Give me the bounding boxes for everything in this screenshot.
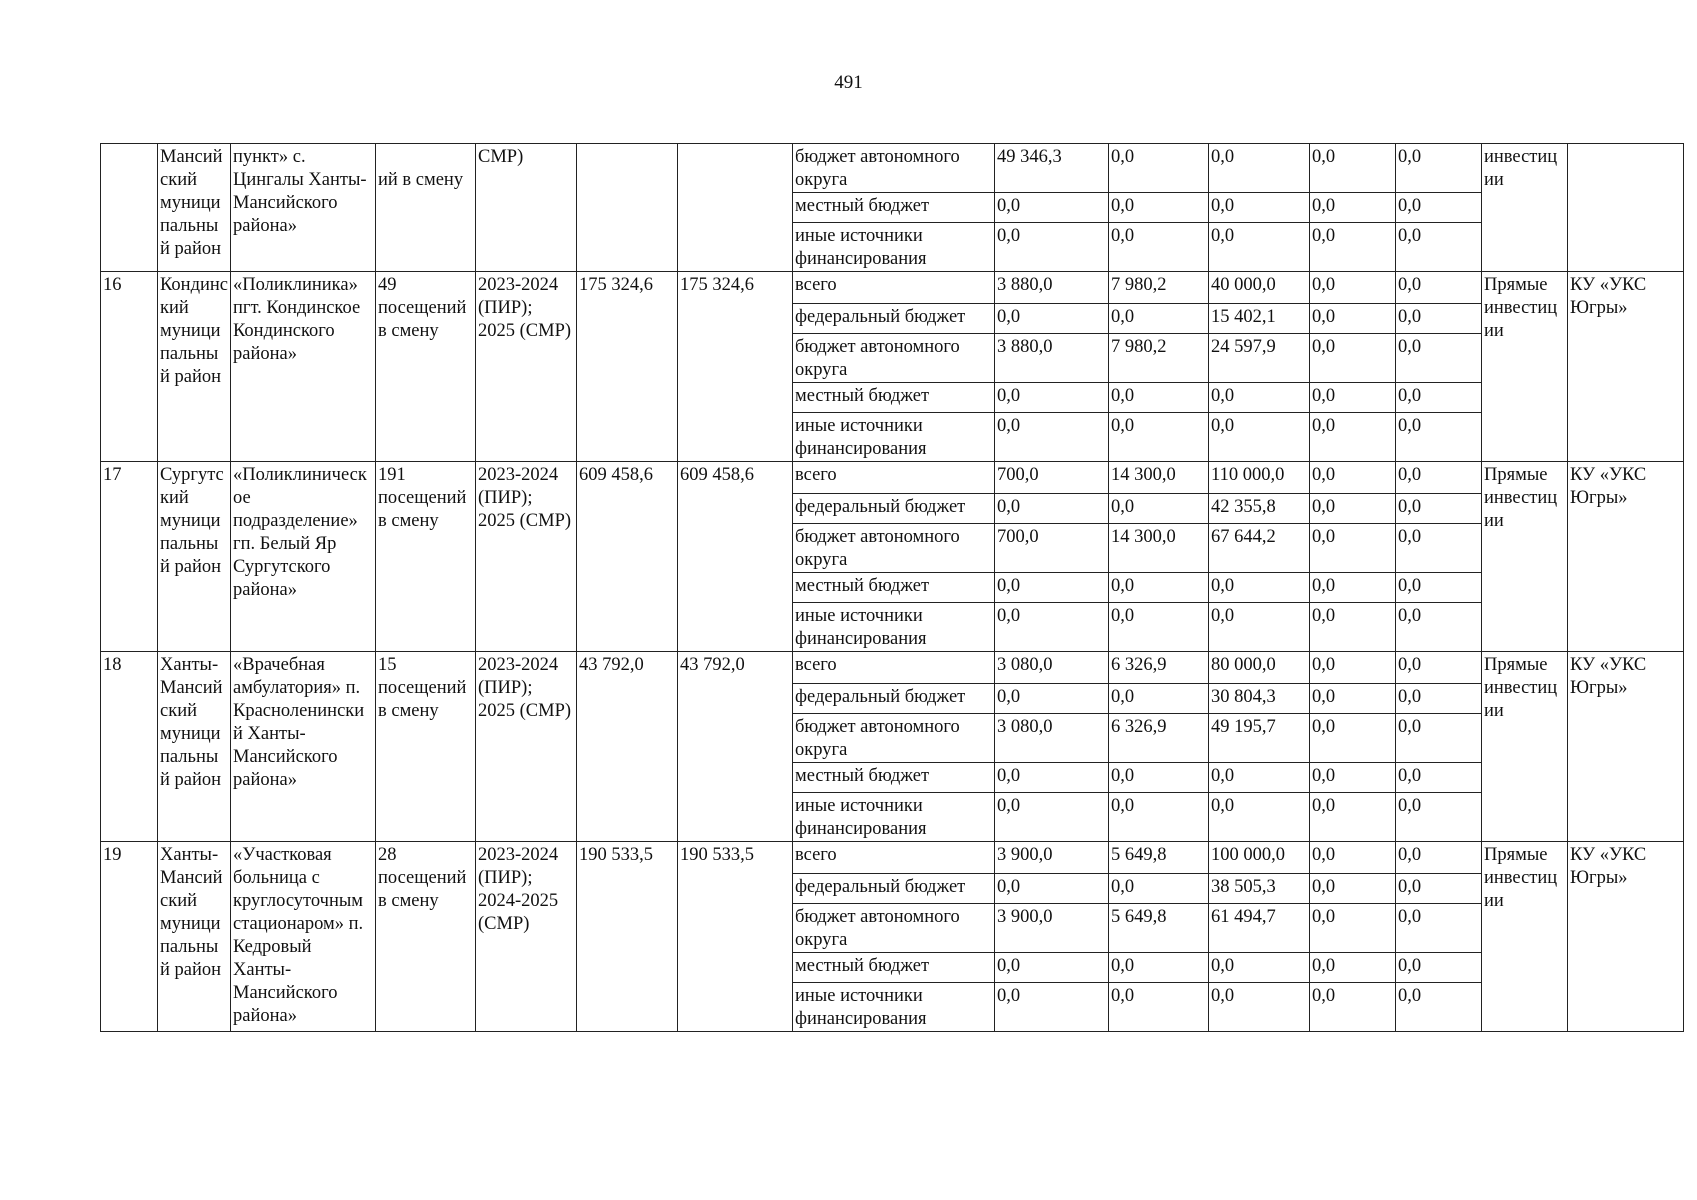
funding-source-cell: всего — [793, 462, 995, 494]
funding-amount-cell: 0,0 — [1310, 334, 1396, 383]
project-number-text: 17 — [103, 465, 122, 485]
funding-amount-cell: 0,0 — [1396, 193, 1482, 223]
funding-amount-cell: 0,0 — [1209, 983, 1310, 1032]
funding-amount-cell: 0,0 — [995, 793, 1109, 842]
mechanism-cell: Прямые инвестиции — [1482, 462, 1568, 652]
funding-amount-cell: 0,0 — [1396, 144, 1482, 193]
capacity-value: 191 — [378, 465, 406, 485]
funding-source-cell: иные источники финансирования — [793, 983, 995, 1032]
funding-amount-cell: 0,0 — [1310, 874, 1396, 904]
funding-amount-cell: 14 300,0 — [1109, 524, 1209, 573]
remaining-cost-cell — [678, 144, 793, 272]
funding-amount-cell: 0,0 — [1310, 304, 1396, 334]
funding-amount-cell: 0,0 — [1310, 652, 1396, 684]
table-row — [101, 272, 1684, 304]
table-row — [101, 842, 1684, 874]
funding-amount-cell: 0,0 — [1310, 684, 1396, 714]
funding-amount-cell: 7 980,2 — [1109, 334, 1209, 383]
funding-amount-cell: 0,0 — [995, 573, 1109, 603]
funding-amount-cell: 0,0 — [1310, 193, 1396, 223]
remaining-cost-text: 609 458,6 — [680, 465, 754, 485]
funding-amount-cell: 0,0 — [1310, 953, 1396, 983]
funding-amount-cell: 14 300,0 — [1109, 462, 1209, 494]
period-cell — [476, 652, 577, 842]
funding-amount-cell: 0,0 — [1396, 874, 1482, 904]
customer-cell: КУ «УКС Югры» — [1568, 462, 1684, 652]
funding-source-cell: иные источники финансирования — [793, 223, 995, 272]
funding-source-cell: бюджет автономного округа — [793, 524, 995, 573]
funding-amount-cell: 30 804,3 — [1209, 684, 1310, 714]
funding-amount-cell: 0,0 — [1310, 524, 1396, 573]
total-cost-cell — [577, 842, 678, 1032]
total-cost-text: 175 324,6 — [579, 275, 653, 295]
period-cell — [476, 462, 577, 652]
funding-amount-cell: 0,0 — [1396, 652, 1482, 684]
funding-amount-cell: 0,0 — [1396, 272, 1482, 304]
funding-amount-cell: 0,0 — [1209, 383, 1310, 413]
page-number: 491 — [834, 72, 863, 93]
funding-amount-cell: 0,0 — [1109, 603, 1209, 652]
funding-amount-cell: 0,0 — [1310, 462, 1396, 494]
funding-amount-cell: 0,0 — [1109, 573, 1209, 603]
funding-amount-cell: 0,0 — [1396, 334, 1482, 383]
funding-amount-cell: 7 980,2 — [1109, 272, 1209, 304]
municipality-cell — [158, 144, 231, 272]
funding-amount-cell: 0,0 — [1310, 144, 1396, 193]
funding-amount-cell: 0,0 — [1209, 144, 1310, 193]
funding-amount-cell: 0,0 — [1396, 494, 1482, 524]
funding-source-cell: иные источники финансирования — [793, 603, 995, 652]
project-number-cell — [101, 272, 158, 462]
project-number-cell — [101, 842, 158, 1032]
object-name-text: «Поликлиническое подразделение» гп. Белый Яр Сургутского района» — [233, 465, 367, 600]
funding-amount-cell: 0,0 — [1396, 793, 1482, 842]
object-name-text: «Врачебная амбулатория» п. Красноленинский Ханты-Мансийского района» — [233, 655, 365, 790]
funding-amount-cell: 0,0 — [995, 494, 1109, 524]
capacity-unit: ий в смену — [378, 170, 464, 190]
capacity-value: 15 — [378, 655, 397, 675]
period-text: 2023-2024 (ПИР); 2024-2025 (СМР) — [478, 845, 559, 934]
mechanism-cell: инвестиции — [1482, 144, 1568, 272]
funding-amount-cell: 5 649,8 — [1109, 904, 1209, 953]
municipality-text: Сургутский муниципальный район — [160, 465, 224, 577]
funding-amount-cell: 0,0 — [995, 383, 1109, 413]
funding-amount-cell: 0,0 — [995, 684, 1109, 714]
funding-amount-cell: 0,0 — [1209, 223, 1310, 272]
funding-source-cell: местный бюджет — [793, 193, 995, 223]
object-name-text: «Поликлиника» пгт. Кондинское Кондинского района» — [233, 275, 361, 364]
project-number-cell — [101, 144, 158, 272]
funding-amount-cell: 0,0 — [1109, 494, 1209, 524]
table-row — [101, 462, 1684, 494]
funding-amount-cell: 0,0 — [1396, 953, 1482, 983]
funding-amount-cell: 0,0 — [995, 304, 1109, 334]
municipality-cell — [158, 652, 231, 842]
capacity-unit: посещений в смену — [378, 678, 467, 721]
funding-amount-cell: 0,0 — [1396, 383, 1482, 413]
investment-projects-table — [100, 143, 1684, 1032]
capacity-unit: посещений в смену — [378, 868, 467, 911]
customer-cell: КУ «УКС Югры» — [1568, 652, 1684, 842]
funding-amount-cell: 700,0 — [995, 462, 1109, 494]
funding-amount-cell: 0,0 — [1209, 573, 1310, 603]
project-number-text: 19 — [103, 845, 122, 865]
remaining-cost-cell — [678, 842, 793, 1032]
funding-source-cell: бюджет автономного округа — [793, 904, 995, 953]
funding-amount-cell: 3 900,0 — [995, 842, 1109, 874]
funding-amount-cell: 700,0 — [995, 524, 1109, 573]
object-name-cell — [231, 272, 376, 462]
funding-source-cell: всего — [793, 652, 995, 684]
funding-amount-cell: 3 880,0 — [995, 334, 1109, 383]
capacity-value: 49 — [378, 275, 397, 295]
funding-amount-cell: 0,0 — [995, 603, 1109, 652]
funding-amount-cell: 0,0 — [1310, 714, 1396, 763]
table-body — [101, 144, 1684, 1032]
funding-amount-cell: 0,0 — [1209, 793, 1310, 842]
funding-amount-cell: 0,0 — [1109, 413, 1209, 462]
object-name-cell — [231, 652, 376, 842]
funding-amount-cell: 49 346,3 — [995, 144, 1109, 193]
funding-source-cell: всего — [793, 272, 995, 304]
mechanism-cell: Прямые инвестиции — [1482, 272, 1568, 462]
funding-amount-cell: 0,0 — [1109, 144, 1209, 193]
period-text: 2023-2024 (ПИР); 2025 (СМР) — [478, 275, 572, 341]
capacity-cell — [376, 144, 476, 272]
remaining-cost-cell — [678, 462, 793, 652]
funding-amount-cell: 0,0 — [1310, 223, 1396, 272]
capacity-cell — [376, 462, 476, 652]
funding-source-cell: местный бюджет — [793, 383, 995, 413]
total-cost-cell — [577, 462, 678, 652]
funding-amount-cell: 0,0 — [1310, 793, 1396, 842]
remaining-cost-cell — [678, 652, 793, 842]
period-cell — [476, 272, 577, 462]
remaining-cost-text: 175 324,6 — [680, 275, 754, 295]
funding-amount-cell: 0,0 — [995, 983, 1109, 1032]
funding-source-cell: местный бюджет — [793, 763, 995, 793]
period-cell — [476, 842, 577, 1032]
funding-source-cell: иные источники финансирования — [793, 413, 995, 462]
funding-amount-cell: 5 649,8 — [1109, 842, 1209, 874]
total-cost-text: 43 792,0 — [579, 655, 644, 675]
funding-amount-cell: 38 505,3 — [1209, 874, 1310, 904]
mechanism-cell: Прямые инвестиции — [1482, 842, 1568, 1032]
object-name-text: пункт» с. Цингалы Ханты-Мансийского района» — [233, 147, 367, 236]
funding-amount-cell: 0,0 — [1310, 904, 1396, 953]
municipality-text: Ханты-Мансийский муниципальный район — [160, 845, 223, 980]
total-cost-cell — [577, 272, 678, 462]
funding-source-cell: федеральный бюджет — [793, 304, 995, 334]
funding-amount-cell: 0,0 — [1109, 874, 1209, 904]
table-row — [101, 144, 1684, 193]
remaining-cost-text: 190 533,5 — [680, 845, 754, 865]
funding-amount-cell: 0,0 — [1310, 603, 1396, 652]
funding-amount-cell: 0,0 — [1109, 763, 1209, 793]
funding-amount-cell: 80 000,0 — [1209, 652, 1310, 684]
funding-amount-cell: 0,0 — [1310, 763, 1396, 793]
project-number-cell — [101, 652, 158, 842]
funding-amount-cell: 0,0 — [1209, 763, 1310, 793]
funding-source-cell: местный бюджет — [793, 953, 995, 983]
municipality-cell — [158, 272, 231, 462]
object-name-cell — [231, 144, 376, 272]
funding-source-cell: бюджет автономного округа — [793, 714, 995, 763]
project-number-text: 18 — [103, 655, 122, 675]
municipality-text: Ханты-Мансийский муниципальный район — [160, 655, 223, 790]
funding-amount-cell: 0,0 — [1109, 223, 1209, 272]
mechanism-cell: Прямые инвестиции — [1482, 652, 1568, 842]
funding-amount-cell: 0,0 — [1209, 603, 1310, 652]
funding-amount-cell: 0,0 — [1310, 413, 1396, 462]
project-number-cell — [101, 462, 158, 652]
period-text: 2023-2024 (ПИР); 2025 (СМР) — [478, 465, 572, 531]
funding-amount-cell: 0,0 — [1109, 193, 1209, 223]
funding-amount-cell: 0,0 — [1310, 573, 1396, 603]
funding-amount-cell: 0,0 — [1396, 983, 1482, 1032]
funding-amount-cell: 0,0 — [1109, 383, 1209, 413]
funding-source-cell: всего — [793, 842, 995, 874]
funding-amount-cell: 49 195,7 — [1209, 714, 1310, 763]
funding-amount-cell: 0,0 — [1310, 272, 1396, 304]
municipality-cell — [158, 462, 231, 652]
capacity-cell — [376, 842, 476, 1032]
object-name-cell — [231, 842, 376, 1032]
municipality-cell — [158, 842, 231, 1032]
funding-amount-cell: 0,0 — [1209, 413, 1310, 462]
funding-source-cell: местный бюджет — [793, 573, 995, 603]
object-name-cell — [231, 462, 376, 652]
capacity-value: 28 — [378, 845, 397, 865]
remaining-cost-cell — [678, 272, 793, 462]
funding-amount-cell: 0,0 — [1310, 383, 1396, 413]
funding-amount-cell: 0,0 — [995, 413, 1109, 462]
funding-amount-cell: 0,0 — [1396, 904, 1482, 953]
funding-amount-cell: 0,0 — [1209, 953, 1310, 983]
capacity-unit: посещений в смену — [378, 488, 467, 531]
funding-amount-cell: 0,0 — [1109, 793, 1209, 842]
funding-amount-cell: 0,0 — [1109, 983, 1209, 1032]
customer-cell: КУ «УКС Югры» — [1568, 842, 1684, 1032]
funding-amount-cell: 110 000,0 — [1209, 462, 1310, 494]
funding-amount-cell: 0,0 — [995, 763, 1109, 793]
funding-amount-cell: 6 326,9 — [1109, 652, 1209, 684]
funding-amount-cell: 0,0 — [995, 193, 1109, 223]
funding-amount-cell: 0,0 — [1109, 304, 1209, 334]
funding-amount-cell: 0,0 — [1310, 494, 1396, 524]
project-number-text: 16 — [103, 275, 122, 295]
funding-source-cell: федеральный бюджет — [793, 874, 995, 904]
funding-source-cell: федеральный бюджет — [793, 684, 995, 714]
period-cell — [476, 144, 577, 272]
funding-amount-cell: 0,0 — [1396, 684, 1482, 714]
funding-source-cell: бюджет автономного округа — [793, 144, 995, 193]
total-cost-text: 190 533,5 — [579, 845, 653, 865]
municipality-text: Мансийский муниципальный район — [160, 147, 223, 259]
funding-amount-cell: 42 355,8 — [1209, 494, 1310, 524]
funding-amount-cell: 24 597,9 — [1209, 334, 1310, 383]
funding-amount-cell: 67 644,2 — [1209, 524, 1310, 573]
funding-amount-cell: 3 080,0 — [995, 652, 1109, 684]
funding-amount-cell: 0,0 — [1396, 462, 1482, 494]
funding-amount-cell: 0,0 — [995, 223, 1109, 272]
funding-amount-cell: 15 402,1 — [1209, 304, 1310, 334]
funding-source-cell: бюджет автономного округа — [793, 334, 995, 383]
total-cost-cell — [577, 652, 678, 842]
funding-amount-cell: 0,0 — [995, 874, 1109, 904]
funding-amount-cell: 6 326,9 — [1109, 714, 1209, 763]
funding-amount-cell: 0,0 — [1396, 603, 1482, 652]
period-text: 2023-2024 (ПИР); 2025 (СМР) — [478, 655, 572, 721]
funding-amount-cell: 0,0 — [1396, 223, 1482, 272]
capacity-unit: посещений в смену — [378, 298, 467, 341]
capacity-cell — [376, 272, 476, 462]
funding-amount-cell: 0,0 — [1396, 573, 1482, 603]
total-cost-cell — [577, 144, 678, 272]
funding-amount-cell: 40 000,0 — [1209, 272, 1310, 304]
funding-amount-cell: 0,0 — [1396, 524, 1482, 573]
customer-cell: КУ «УКС Югры» — [1568, 272, 1684, 462]
table-row — [101, 652, 1684, 684]
funding-amount-cell: 0,0 — [1209, 193, 1310, 223]
funding-amount-cell: 0,0 — [1310, 983, 1396, 1032]
remaining-cost-text: 43 792,0 — [680, 655, 745, 675]
funding-amount-cell: 61 494,7 — [1209, 904, 1310, 953]
funding-amount-cell: 0,0 — [1396, 714, 1482, 763]
funding-amount-cell: 0,0 — [1109, 953, 1209, 983]
funding-amount-cell: 3 900,0 — [995, 904, 1109, 953]
funding-amount-cell: 0,0 — [1396, 763, 1482, 793]
funding-amount-cell: 0,0 — [1396, 413, 1482, 462]
funding-amount-cell: 100 000,0 — [1209, 842, 1310, 874]
funding-amount-cell: 3 880,0 — [995, 272, 1109, 304]
funding-amount-cell: 0,0 — [1109, 684, 1209, 714]
funding-source-cell: иные источники финансирования — [793, 793, 995, 842]
funding-amount-cell: 0,0 — [1396, 304, 1482, 334]
funding-amount-cell: 0,0 — [1396, 842, 1482, 874]
funding-amount-cell: 3 080,0 — [995, 714, 1109, 763]
funding-amount-cell: 0,0 — [995, 953, 1109, 983]
period-text: СМР) — [478, 147, 524, 167]
funding-amount-cell: 0,0 — [1310, 842, 1396, 874]
capacity-cell — [376, 652, 476, 842]
total-cost-text: 609 458,6 — [579, 465, 653, 485]
customer-cell — [1568, 144, 1684, 272]
object-name-text: «Участковая больница с круглосуточным стационаром» п. Кедровый Ханты-Мансийского района» — [233, 845, 364, 1026]
municipality-text: Кондинский муниципальный район — [160, 275, 228, 387]
funding-source-cell: федеральный бюджет — [793, 494, 995, 524]
